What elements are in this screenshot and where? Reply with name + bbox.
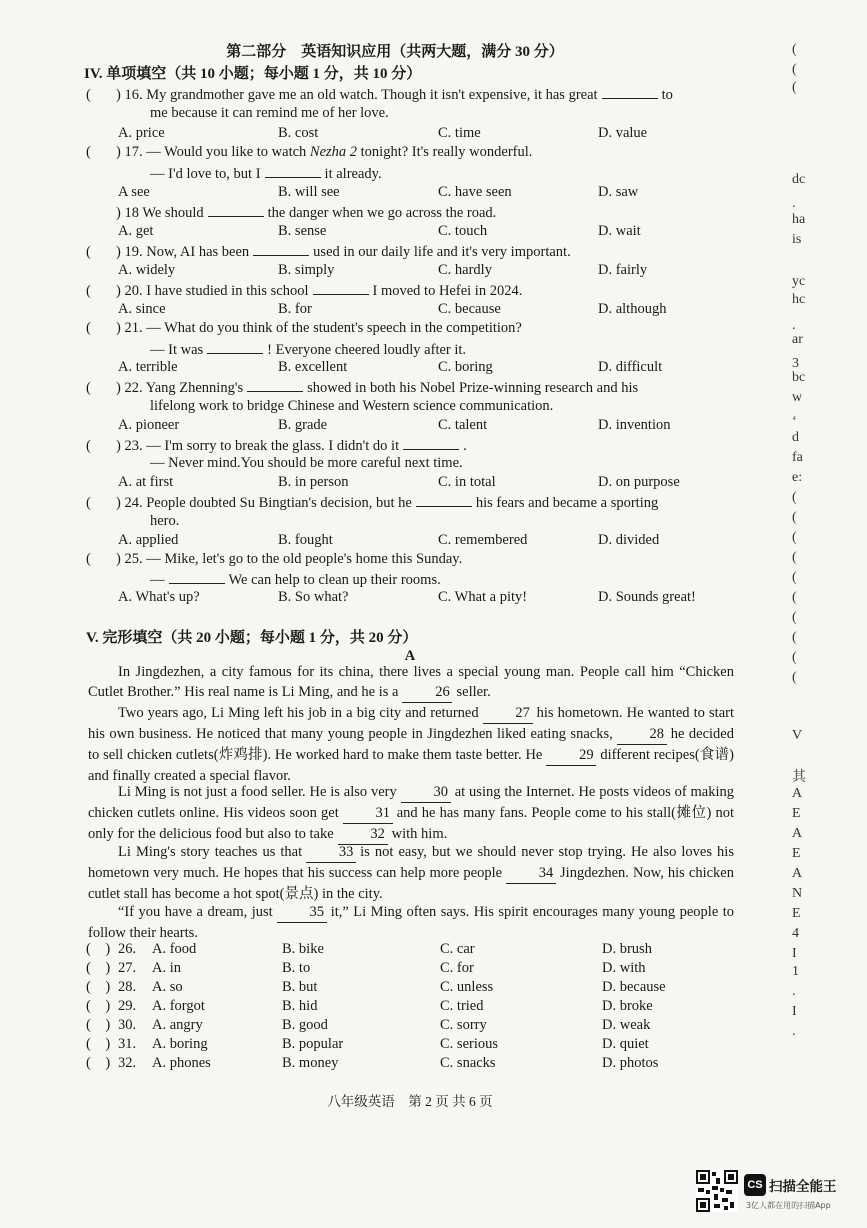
- answer-blank[interactable]: [602, 84, 658, 99]
- option[interactable]: B. bike: [282, 941, 324, 957]
- option[interactable]: A. boring: [152, 1036, 208, 1052]
- adjacent-page-fragment: e:: [792, 470, 803, 485]
- scanner-app-name: 扫描全能王: [769, 1179, 837, 1195]
- option[interactable]: D. weak: [602, 1017, 651, 1033]
- option[interactable]: A. so: [152, 979, 183, 995]
- option[interactable]: C. remembered: [438, 532, 528, 548]
- adjacent-page-fragment: E: [792, 846, 801, 861]
- scanner-tagline: 3亿人都在用的扫描App: [746, 1201, 831, 1210]
- adjacent-page-fragment: I: [792, 1004, 797, 1019]
- option[interactable]: D. saw: [598, 184, 639, 200]
- cloze-blank-33[interactable]: 33: [306, 842, 356, 863]
- question-16-line2: me because it can remind me of her love.: [150, 105, 389, 121]
- adjacent-page-fragment: E: [792, 806, 801, 821]
- option[interactable]: B. cost: [278, 125, 319, 141]
- option[interactable]: A. at first: [118, 474, 174, 490]
- answer-blank[interactable]: [247, 377, 303, 392]
- scanner-logo-icon: CS: [744, 1174, 766, 1196]
- cloze-blank-31[interactable]: 31: [343, 803, 393, 824]
- cloze-blank-32[interactable]: 32: [338, 824, 388, 845]
- adjacent-page-fragment: yc: [792, 274, 806, 289]
- passage-paragraph-2: Two years ago, Li Ming left his job in a big city and returned 27 his hometown. He wanted to start his own business. He noticed that many young people in Jingdezhen liked eating snacks, 28 he decided to sell chicken cutlets(炸鸡排). He worked hard to make them taste better. He 29 different recipes(食谱) and finally created a special flavor.: [88, 705, 734, 784]
- question-17-line2: — I'd love to, but I it already.: [150, 163, 382, 184]
- question-25-options: [118, 588, 738, 607]
- option[interactable]: D. although: [598, 301, 667, 317]
- adjacent-page-fragment: .: [792, 196, 796, 211]
- option[interactable]: C. boring: [438, 359, 493, 375]
- question-20: ( ) 20. I have studied in this school I moved to Hefei in 2024.: [86, 280, 522, 301]
- adjacent-page-fragment: ar: [792, 332, 803, 347]
- option[interactable]: C. snacks: [440, 1055, 496, 1071]
- option[interactable]: D. wait: [598, 223, 641, 239]
- option[interactable]: A. applied: [118, 532, 179, 548]
- option[interactable]: A. terrible: [118, 359, 178, 375]
- answer-blank[interactable]: [253, 241, 309, 256]
- option[interactable]: A. forgot: [152, 998, 205, 1014]
- option[interactable]: D. with: [602, 960, 646, 976]
- option[interactable]: C. have seen: [438, 184, 512, 200]
- option[interactable]: A. in: [152, 960, 181, 976]
- option[interactable]: D. invention: [598, 417, 671, 433]
- answer-bracket[interactable]: ( ): [86, 941, 111, 957]
- option[interactable]: C. unless: [440, 979, 494, 995]
- answer-bracket[interactable]: ): [116, 205, 121, 221]
- answer-bracket[interactable]: ( ): [86, 1017, 111, 1033]
- passage-paragraph-4: Li Ming's story teaches us that 33 is not easy, but we should never stop trying. He also loves his hometown very much. He hopes that his success can help more people 34 Jingdezhen. Now, his chicken cutlet stall has become a hot spot(景点) in the city.: [88, 844, 734, 902]
- question-16: ( ) 16. My grandmother gave me an old watch. Though it isn't expensive, it has great to: [86, 84, 673, 105]
- adjacent-page-fragment: (: [792, 510, 797, 525]
- question-18-options: [118, 222, 738, 241]
- adjacent-page-fragment: (: [792, 550, 797, 565]
- answer-bracket[interactable]: ): [116, 551, 121, 567]
- adjacent-page-fragment: (: [792, 650, 797, 665]
- cloze-options-28: ( ) 28. A. so B. but C. unless D. because: [86, 979, 666, 995]
- question-25-line2: — We can help to clean up their rooms.: [150, 569, 441, 590]
- answer-bracket[interactable]: ): [116, 144, 121, 160]
- option[interactable]: C. car: [440, 941, 475, 957]
- option[interactable]: B. for: [278, 301, 312, 317]
- answer-bracket[interactable]: ( ): [86, 998, 111, 1014]
- adjacent-page-fragment: (: [792, 590, 797, 605]
- question-21-line2: — It was ! Everyone cheered loudly after it.: [150, 339, 466, 360]
- option[interactable]: C. time: [438, 125, 481, 141]
- answer-bracket[interactable]: ): [116, 283, 121, 299]
- question-22: ( ) 22. Yang Zhenning's showed in both his Nobel Prize-winning research and his: [86, 377, 638, 398]
- option[interactable]: C. hardly: [438, 262, 492, 278]
- adjacent-page-fragment: .: [792, 318, 796, 333]
- answer-bracket[interactable]: ( ): [86, 1055, 111, 1071]
- cloze-options-31: ( ) 31. A. boring B. popular C. serious D. quiet: [86, 1036, 649, 1052]
- adjacent-page-fragment: is: [792, 232, 802, 247]
- question-23: ( ) 23. — I'm sorry to break the glass. I didn't do it .: [86, 435, 467, 456]
- question-23-options: [118, 473, 738, 492]
- question-17-options: [118, 183, 738, 202]
- option[interactable]: B. sense: [278, 223, 327, 239]
- adjacent-page-fragment: A: [792, 866, 803, 881]
- option[interactable]: A. What's up?: [118, 589, 200, 605]
- adjacent-page-strip: [792, 0, 867, 1180]
- adjacent-page-fragment: I: [792, 946, 797, 961]
- cloze-options-26: ( ) 26. A. food B. bike C. car D. brush: [86, 941, 652, 957]
- answer-bracket[interactable]: ( ): [86, 1036, 111, 1052]
- adjacent-page-fragment: 4: [792, 926, 799, 941]
- option[interactable]: D. photos: [602, 1055, 659, 1071]
- option[interactable]: B. So what?: [278, 589, 349, 605]
- answer-bracket[interactable]: ( ): [86, 960, 111, 976]
- adjacent-page-fragment: .: [792, 1024, 796, 1039]
- option[interactable]: A. angry: [152, 1017, 203, 1033]
- section-4-title: IV. 单项填空（共 10 小题；每小题 1 分，共 10 分）: [84, 66, 422, 82]
- adjacent-page-fragment: V: [792, 728, 803, 743]
- option[interactable]: A. food: [152, 941, 197, 957]
- option[interactable]: A see: [118, 184, 150, 200]
- cloze-blank-27[interactable]: 27: [483, 703, 533, 724]
- answer-blank[interactable]: [169, 569, 225, 584]
- option[interactable]: C. in total: [438, 474, 496, 490]
- option[interactable]: B. money: [282, 1055, 339, 1071]
- option[interactable]: C. talent: [438, 417, 488, 433]
- adjacent-page-fragment: hc: [792, 292, 806, 307]
- qr-code-icon: [696, 1170, 738, 1212]
- option[interactable]: C. touch: [438, 223, 488, 239]
- option[interactable]: C. sorry: [440, 1017, 487, 1033]
- adjacent-page-fragment: (: [792, 570, 797, 585]
- answer-bracket[interactable]: ): [116, 438, 121, 454]
- adjacent-page-fragment: A: [792, 786, 803, 801]
- adjacent-page-fragment: ha: [792, 212, 806, 227]
- option[interactable]: A. phones: [152, 1055, 211, 1071]
- question-23-line2: — Never mind.You should be more careful next time.: [150, 455, 463, 471]
- option[interactable]: C. tried: [440, 998, 484, 1014]
- answer-bracket[interactable]: ): [116, 495, 121, 511]
- adjacent-page-fragment: A: [792, 826, 803, 841]
- answer-blank[interactable]: [313, 280, 369, 295]
- question-25: ( ) 25. — Mike, let's go to the old people's home this Sunday.: [86, 551, 463, 567]
- question-21-options: [118, 358, 738, 377]
- option[interactable]: C. for: [440, 960, 474, 976]
- question-20-options: [118, 300, 738, 319]
- adjacent-page-fragment: (: [792, 62, 797, 77]
- answer-blank[interactable]: [208, 202, 264, 217]
- option[interactable]: D. value: [598, 125, 648, 141]
- question-21: ( ) 21. — What do you think of the student's speech in the competition?: [86, 320, 522, 336]
- adjacent-page-fragment: (: [792, 80, 797, 95]
- option[interactable]: B. grade: [278, 417, 328, 433]
- passage-paragraph-5: “If you have a dream, just 35 it,” Li Ming often says. His spirit encourages many young people to follow their hearts.: [88, 904, 734, 941]
- option[interactable]: A. get: [118, 223, 154, 239]
- adjacent-page-fragment: (: [792, 630, 797, 645]
- option[interactable]: B. fought: [278, 532, 333, 548]
- option[interactable]: C. What a pity!: [438, 589, 528, 605]
- cloze-blank-29[interactable]: 29: [546, 745, 596, 766]
- question-19-options: [118, 261, 738, 280]
- adjacent-page-fragment: 3: [792, 356, 799, 371]
- answer-bracket[interactable]: ( ): [86, 979, 111, 995]
- option[interactable]: B. simply: [278, 262, 335, 278]
- adjacent-page-fragment: (: [792, 42, 797, 57]
- option[interactable]: D. on purpose: [598, 474, 680, 490]
- question-24-options: [118, 531, 738, 550]
- cloze-options-30: ( ) 30. A. angry B. good C. sorry D. weak: [86, 1017, 651, 1033]
- cloze-blank-26[interactable]: 26: [402, 682, 452, 703]
- cloze-options-32: ( ) 32. A. phones B. money C. snacks D. photos: [86, 1055, 659, 1071]
- option[interactable]: D. Sounds great!: [598, 589, 696, 605]
- adjacent-page-fragment: dc: [792, 172, 806, 187]
- section-5-title: V. 完形填空（共 20 小题；每小题 1 分，共 20 分）: [86, 630, 418, 646]
- question-16-options: [118, 124, 738, 143]
- option[interactable]: A. widely: [118, 262, 176, 278]
- option[interactable]: D. broke: [602, 998, 653, 1014]
- cloze-blank-35[interactable]: 35: [277, 902, 327, 923]
- question-22-line2: lifelong work to bridge Chinese and Western science communication.: [150, 398, 554, 414]
- option[interactable]: A. since: [118, 301, 166, 317]
- option[interactable]: A. price: [118, 125, 165, 141]
- adjacent-page-fragment: E: [792, 906, 801, 921]
- option[interactable]: D. quiet: [602, 1036, 649, 1052]
- adjacent-page-fragment: ‘: [792, 414, 797, 429]
- option[interactable]: C. serious: [440, 1036, 498, 1052]
- option[interactable]: C. because: [438, 301, 501, 317]
- answer-blank[interactable]: [416, 492, 472, 507]
- option[interactable]: B. good: [282, 1017, 328, 1033]
- adjacent-page-fragment: w: [792, 390, 803, 405]
- option[interactable]: B. hid: [282, 998, 318, 1014]
- option[interactable]: B. to: [282, 960, 311, 976]
- option[interactable]: B. but: [282, 979, 318, 995]
- cloze-blank-34[interactable]: 34: [506, 863, 556, 884]
- adjacent-page-fragment: d: [792, 430, 799, 445]
- option[interactable]: B. will see: [278, 184, 340, 200]
- question-19: ( ) 19. Now, AI has been used in our daily life and it's very important.: [86, 241, 571, 262]
- part-title: 第二部分 英语知识应用（共两大题，满分 30 分）: [226, 44, 564, 60]
- page-footer: 八年级英语 第 2 页 共 6 页: [327, 1094, 493, 1109]
- adjacent-page-fragment: (: [792, 530, 797, 545]
- option[interactable]: B. in person: [278, 474, 349, 490]
- adjacent-page-fragment: fa: [792, 450, 803, 465]
- question-24: ( ) 24. People doubted Su Bingtian's decision, but he his fears and became a sporting: [86, 492, 658, 513]
- cloze-blank-28[interactable]: 28: [617, 724, 667, 745]
- cloze-options-29: ( ) 29. A. forgot B. hid C. tried D. broke: [86, 998, 653, 1014]
- cloze-options-27: ( ) 27. A. in B. to C. for D. with: [86, 960, 646, 976]
- answer-bracket[interactable]: ): [116, 320, 121, 336]
- answer-bracket[interactable]: ): [116, 87, 121, 103]
- adjacent-page-fragment: bc: [792, 370, 806, 385]
- option[interactable]: D. fairly: [598, 262, 648, 278]
- question-22-options: [118, 416, 738, 435]
- option[interactable]: D. divided: [598, 532, 660, 548]
- option[interactable]: A. pioneer: [118, 417, 180, 433]
- passage-label: A: [404, 648, 416, 664]
- question-24-line2: hero.: [150, 513, 180, 529]
- option[interactable]: D. difficult: [598, 359, 663, 375]
- adjacent-page-fragment: .: [792, 984, 796, 999]
- option[interactable]: B. excellent: [278, 359, 348, 375]
- passage-paragraph-3: Li Ming is not just a food seller. He is also very 30 at using the Internet. He posts videos of making chicken cutlets online. His videos soon get 31 and he has many fans. People come to his stall(摊位) not only for the delicious food but also to take 32 with him.: [88, 782, 734, 845]
- option[interactable]: D. because: [602, 979, 666, 995]
- cloze-blank-30[interactable]: 30: [401, 782, 451, 803]
- adjacent-page-fragment: (: [792, 490, 797, 505]
- adjacent-page-fragment: 其: [792, 770, 806, 785]
- option[interactable]: B. popular: [282, 1036, 344, 1052]
- adjacent-page-fragment: (: [792, 670, 797, 685]
- adjacent-page-fragment: (: [792, 610, 797, 625]
- answer-bracket[interactable]: ): [116, 244, 121, 260]
- answer-blank[interactable]: [265, 163, 321, 178]
- answer-blank[interactable]: [207, 339, 263, 354]
- answer-blank[interactable]: [403, 435, 459, 450]
- answer-bracket[interactable]: ): [116, 380, 121, 396]
- adjacent-page-fragment: 1: [792, 964, 799, 979]
- passage-paragraph-1: In Jingdezhen, a city famous for its china, there lives a special young man. People call him “Chicken Cutlet Brother.” His real name is Li Ming, and he is a 26 seller.: [88, 662, 734, 703]
- question-17: ( ) 17. — Would you like to watch Nezha 2 tonight? It's really wonderful.: [86, 144, 533, 160]
- adjacent-page-fragment: N: [792, 886, 803, 901]
- option[interactable]: D. brush: [602, 941, 652, 957]
- question-18: ) 18 We should the danger when we go across the road.: [86, 202, 496, 223]
